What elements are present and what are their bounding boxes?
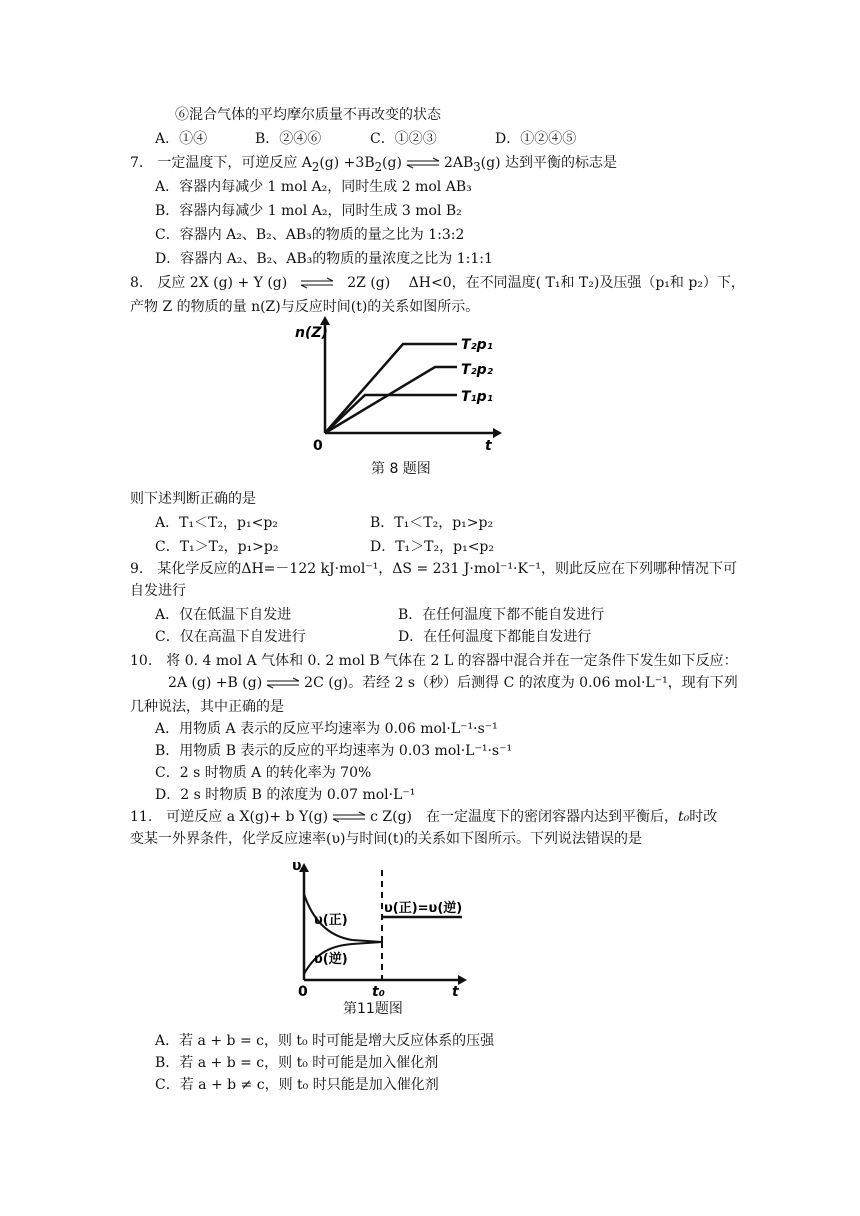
q8-line2: 产物 Z 的物质的量 n(Z)与反应时间(t)的关系如图所示。 — [130, 299, 480, 315]
q10-line3: 几种说法，其中正确的是 — [130, 699, 284, 715]
q8-curve-label-t1p1: T₁p₁ — [461, 389, 493, 405]
equilibrium-arrow-icon — [299, 277, 335, 289]
q9-option-d: D．在任何温度下都能自发进行 — [398, 629, 592, 645]
q11-label-equal: υ(正)=υ(逆) — [384, 901, 463, 916]
q8-curve-t2p2 — [325, 367, 457, 433]
q6-tail: ⑥混合气体的平均摩尔质量不再改变的状态 — [175, 107, 441, 123]
q10-line2: 2A (g) +B (g) 2C (g)。若经 2 s（秒）后测得 C 的浓度为 0.06 mol·L⁻¹，现有下列 — [168, 675, 738, 691]
q11-t0-label: t₀ — [372, 984, 385, 996]
q8-curve-t1p1 — [325, 395, 457, 433]
q11-x-axis-label: t — [452, 984, 459, 996]
q7-option-c: C．容器内 A₂、B₂、AB₃的物质的量之比为 1:3:2 — [155, 227, 465, 243]
q6-option-c: C．①②③ — [370, 131, 437, 147]
q10-option-a: A．用物质 A 表示的反应平均速率为 0.06 mol·L⁻¹·s⁻¹ — [155, 721, 498, 737]
q11-figure — [282, 856, 477, 996]
q6-option-d: D．①②④⑤ — [495, 131, 577, 147]
q10-line1: 10. 将 0. 4 mol A 气体和 0. 2 mol B 气体在 2 L 的容器中混合并在一定条件下发生如下反应： — [130, 653, 738, 669]
q9-line2: 自发进行 — [130, 583, 186, 599]
q7-option-d: D．容器内 A₂、B₂、AB₃的物质的量浓度之比为 1:1:1 — [155, 251, 493, 267]
equilibrium-arrow-icon — [405, 157, 441, 169]
q10-option-b: B．用物质 B 表示的反应的平均速率为 0.03 mol·L⁻¹·s⁻¹ — [155, 743, 513, 759]
q11-y-axis-label: υ — [292, 858, 302, 874]
q11-caption: 第11题图 — [343, 1001, 403, 1017]
equilibrium-arrow-icon — [331, 811, 367, 823]
q8-caption: 第 8 题图 — [371, 461, 431, 477]
q8-curve-t2p1 — [325, 344, 457, 433]
q8-curve-label-t2p1: T₂p₁ — [461, 337, 493, 353]
q7-option-a: A．容器内每减少 1 mol A₂，同时生成 2 mol AB₃ — [155, 179, 472, 195]
q7-stem: 7. 一定温度下，可逆反应 $A_2(g) +3B_2(g)$ $2AB_3(g)$ 达到平衡的标志是 — [130, 155, 617, 174]
q8-option-d: D．T₁＞T₂，p₁<p₂ — [370, 539, 495, 555]
q8-option-b: B．T₁＜T₂，p₁>p₂ — [370, 515, 494, 531]
q9-option-b: B．在任何温度下都不能自发进行 — [398, 607, 605, 623]
q11-line2: 变某一外界条件，化学反应速率(υ)与时间(t)的关系如下图所示。下列说法错误的是 — [130, 831, 642, 847]
q8-x-axis-label: t — [485, 438, 492, 454]
q9-option-c: C．仅在高温下自发进行 — [155, 629, 306, 645]
equilibrium-arrow-icon — [265, 677, 301, 689]
q8-option-a: A．T₁＜T₂，p₁<p₂ — [155, 515, 278, 531]
q9-option-a: A．仅在低温下自发进 — [155, 607, 292, 623]
q9-line1: 9. 某化学反应的ΔH=－122 kJ·mol⁻¹，ΔS = 231 J·mol⁻¹·K⁻¹，则此反应在下列哪种情况下可 — [130, 561, 737, 577]
q11-option-a: A．若 a + b = c，则 t₀ 时可能是增大反应体系的压强 — [155, 1033, 495, 1049]
q8-figure — [285, 315, 510, 460]
q10-option-d: D．2 s 时物质 B 的浓度为 0.07 mol·L⁻¹ — [155, 787, 416, 803]
q8-option-c: C．T₁＞T₂，p₁>p₂ — [155, 539, 279, 555]
q11-option-b: B．若 a + b = c，则 t₀ 时可能是加入催化剂 — [155, 1055, 439, 1071]
q11-option-c: C．若 a + b ≠ c，则 t₀ 时只能是加入催化剂 — [155, 1077, 439, 1093]
q8-question: 则下述判断正确的是 — [130, 491, 256, 507]
q11-origin-label: 0 — [298, 984, 308, 996]
q6-option-b: B．②④⑥ — [255, 131, 322, 147]
q11-label-reverse: υ(逆) — [314, 952, 348, 967]
q7-option-b: B．容器内每减少 1 mol A₂，同时生成 3 mol B₂ — [155, 203, 462, 219]
q8-y-axis-label: n(Z) — [295, 325, 328, 341]
q8-line1: 8. 反应 2X (g) + Y (g) 2Z (g) ΔH<0，在不同温度( T₁和 T₂)及压强（p₁和 p₂）下， — [130, 275, 745, 291]
q6-option-a: A．①④ — [155, 131, 208, 147]
q8-origin-label: 0 — [313, 438, 323, 454]
q11-label-forward: υ(正) — [314, 913, 348, 928]
q8-curve-label-t2p2: T₂p₂ — [461, 362, 493, 378]
q11-line1: 11. 可逆反应 a X(g)+ b Y(g) c Z(g) 在一定温度下的密闭容器内达到平衡后，t₀时改 — [130, 809, 718, 825]
q10-option-c: C．2 s 时物质 A 的转化率为 70% — [155, 765, 372, 781]
